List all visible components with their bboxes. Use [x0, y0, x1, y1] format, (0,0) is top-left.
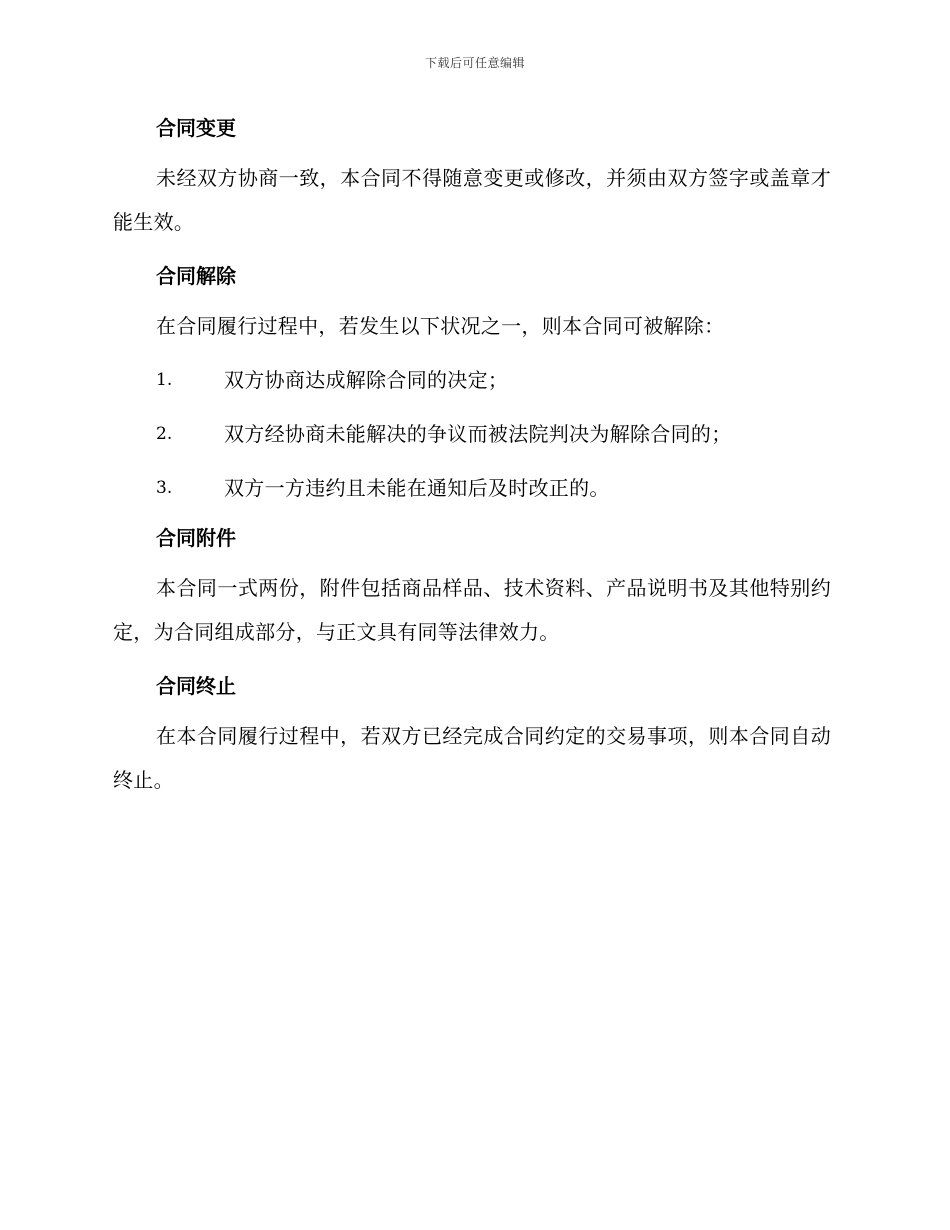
- list-item-number: 3.: [156, 478, 173, 498]
- paragraph-contract-end: 在本合同履行过程中，若双方已经完成合同约定的交易事项，则本合同自动终止。: [113, 724, 831, 792]
- list-item: [113, 466, 831, 520]
- list-item: [113, 358, 831, 412]
- heading-contract-end: 合同终止: [156, 674, 236, 698]
- paragraph-contract-termination: 在合同履行过程中，若发生以下状况之一，则本合同可被解除：: [156, 314, 725, 338]
- paragraph-contract-attachment: 本合同一式两份，附件包括商品样品、技术资料、产品说明书及其他特别约定，为合同组成部分，与正文具有同等法律效力。: [113, 576, 831, 644]
- paragraph-contract-change: 未经双方协商一致，本合同不得随意变更或修改，并须由双方签字或盖章才能生效。: [113, 166, 831, 234]
- termination-conditions-list: [113, 358, 831, 520]
- list-item-text: 双方经协商未能解决的争议而被法院判决为解除合同的；: [224, 422, 732, 446]
- document-body: [113, 110, 831, 802]
- list-item-text: 双方协商达成解除合同的决定；: [224, 368, 509, 392]
- heading-contract-attachment: 合同附件: [156, 526, 236, 550]
- list-item-text: 双方一方违约且未能在通知后及时改正的。: [224, 476, 610, 500]
- list-item-number: 2.: [156, 424, 173, 444]
- heading-contract-termination: 合同解除: [156, 264, 236, 288]
- heading-contract-change: 合同变更: [156, 116, 236, 140]
- list-item-number: 1.: [156, 370, 173, 390]
- list-item: [113, 412, 831, 466]
- page-header-note: 下载后可任意编辑: [424, 56, 525, 70]
